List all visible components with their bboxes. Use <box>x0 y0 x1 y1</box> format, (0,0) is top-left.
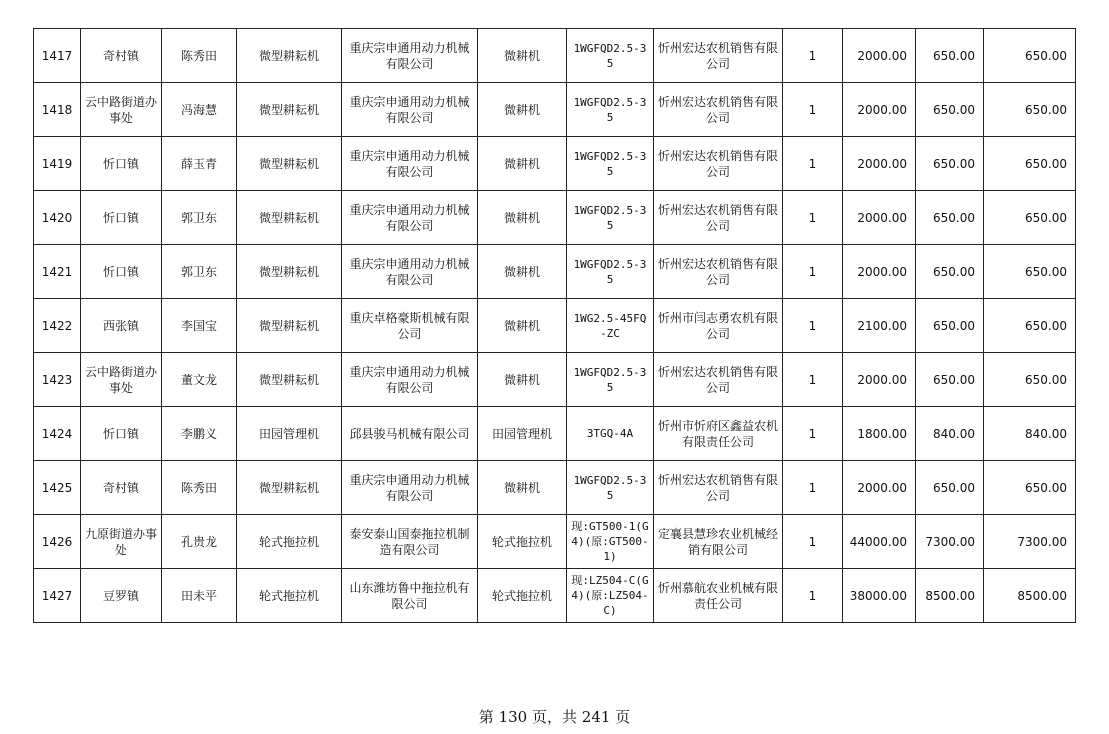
cell-product-name: 田园管理机 <box>478 407 567 461</box>
cell-manufacturer: 重庆宗申通用动力机械有限公司 <box>342 353 478 407</box>
cell-dealer: 定襄县慧珍农业机械经销有限公司 <box>654 515 783 569</box>
cell-manufacturer: 重庆宗申通用动力机械有限公司 <box>342 461 478 515</box>
cell-unit-subsidy: 840.00 <box>916 407 984 461</box>
cell-total-subsidy: 650.00 <box>984 191 1076 245</box>
cell-id: 1424 <box>34 407 81 461</box>
cell-product-name: 微耕机 <box>478 353 567 407</box>
cell-product-name: 轮式拖拉机 <box>478 569 567 623</box>
cell-manufacturer: 重庆宗申通用动力机械有限公司 <box>342 29 478 83</box>
table-row <box>34 353 1076 407</box>
cell-price: 2000.00 <box>843 461 916 515</box>
cell-applicant-name: 孔贵龙 <box>162 515 237 569</box>
cell-town: 西张镇 <box>81 299 162 353</box>
cell-total-subsidy: 7300.00 <box>984 515 1076 569</box>
cell-quantity: 1 <box>783 191 843 245</box>
cell-model: 1WGFQD2.5-35 <box>567 191 654 245</box>
cell-id: 1421 <box>34 245 81 299</box>
cell-model: 1WGFQD2.5-35 <box>567 461 654 515</box>
cell-price: 2000.00 <box>843 353 916 407</box>
cell-price: 2000.00 <box>843 137 916 191</box>
cell-machine-category: 微型耕耘机 <box>237 83 342 137</box>
cell-id: 1427 <box>34 569 81 623</box>
cell-unit-subsidy: 650.00 <box>916 245 984 299</box>
cell-machine-category: 微型耕耘机 <box>237 29 342 83</box>
cell-id: 1417 <box>34 29 81 83</box>
cell-dealer: 忻州宏达农机销售有限公司 <box>654 29 783 83</box>
cell-total-subsidy: 840.00 <box>984 407 1076 461</box>
cell-town: 奇村镇 <box>81 29 162 83</box>
table-row <box>34 83 1076 137</box>
cell-product-name: 微耕机 <box>478 83 567 137</box>
cell-model: 1WGFQD2.5-35 <box>567 137 654 191</box>
cell-town: 忻口镇 <box>81 191 162 245</box>
cell-product-name: 轮式拖拉机 <box>478 515 567 569</box>
cell-unit-subsidy: 650.00 <box>916 137 984 191</box>
cell-applicant-name: 田未平 <box>162 569 237 623</box>
footer-mid: 页，共 <box>531 708 577 726</box>
cell-dealer: 忻州宏达农机销售有限公司 <box>654 137 783 191</box>
cell-product-name: 微耕机 <box>478 29 567 83</box>
cell-price: 2000.00 <box>843 83 916 137</box>
cell-price: 2000.00 <box>843 29 916 83</box>
cell-dealer: 忻州宏达农机销售有限公司 <box>654 83 783 137</box>
cell-machine-category: 微型耕耘机 <box>237 299 342 353</box>
cell-total-subsidy: 8500.00 <box>984 569 1076 623</box>
cell-price: 38000.00 <box>843 569 916 623</box>
cell-price: 44000.00 <box>843 515 916 569</box>
cell-model: 1WGFQD2.5-35 <box>567 245 654 299</box>
cell-price: 2000.00 <box>843 245 916 299</box>
table-row <box>34 245 1076 299</box>
cell-unit-subsidy: 650.00 <box>916 353 984 407</box>
cell-product-name: 微耕机 <box>478 245 567 299</box>
cell-quantity: 1 <box>783 83 843 137</box>
cell-id: 1419 <box>34 137 81 191</box>
cell-manufacturer: 山东潍坊鲁中拖拉机有限公司 <box>342 569 478 623</box>
cell-applicant-name: 陈秀田 <box>162 29 237 83</box>
table-row <box>34 29 1076 83</box>
cell-product-name: 微耕机 <box>478 191 567 245</box>
table-row <box>34 407 1076 461</box>
cell-town: 九原街道办事处 <box>81 515 162 569</box>
cell-town: 忻口镇 <box>81 137 162 191</box>
footer-page-number: 130 <box>498 708 528 726</box>
cell-manufacturer: 泰安泰山国泰拖拉机制造有限公司 <box>342 515 478 569</box>
cell-quantity: 1 <box>783 407 843 461</box>
cell-model: 现:LZ504-C(G4)(原:LZ504-C) <box>567 569 654 623</box>
cell-total-subsidy: 650.00 <box>984 461 1076 515</box>
table-row <box>34 569 1076 623</box>
cell-quantity: 1 <box>783 515 843 569</box>
cell-applicant-name: 李鹏义 <box>162 407 237 461</box>
cell-price: 1800.00 <box>843 407 916 461</box>
cell-id: 1418 <box>34 83 81 137</box>
cell-dealer: 忻州宏达农机销售有限公司 <box>654 353 783 407</box>
cell-id: 1425 <box>34 461 81 515</box>
cell-machine-category: 微型耕耘机 <box>237 245 342 299</box>
cell-town: 云中路街道办事处 <box>81 353 162 407</box>
cell-id: 1422 <box>34 299 81 353</box>
cell-unit-subsidy: 650.00 <box>916 191 984 245</box>
cell-town: 云中路街道办事处 <box>81 83 162 137</box>
cell-town: 豆罗镇 <box>81 569 162 623</box>
cell-price: 2000.00 <box>843 191 916 245</box>
cell-manufacturer: 邱县骏马机械有限公司 <box>342 407 478 461</box>
table-row <box>34 461 1076 515</box>
cell-machine-category: 轮式拖拉机 <box>237 515 342 569</box>
cell-id: 1423 <box>34 353 81 407</box>
footer-total-pages: 241 <box>581 708 611 726</box>
cell-product-name: 微耕机 <box>478 461 567 515</box>
cell-price: 2100.00 <box>843 299 916 353</box>
cell-model: 1WGFQD2.5-35 <box>567 353 654 407</box>
cell-applicant-name: 陈秀田 <box>162 461 237 515</box>
cell-machine-category: 微型耕耘机 <box>237 137 342 191</box>
cell-manufacturer: 重庆宗申通用动力机械有限公司 <box>342 191 478 245</box>
cell-manufacturer: 重庆宗申通用动力机械有限公司 <box>342 83 478 137</box>
cell-quantity: 1 <box>783 461 843 515</box>
cell-model: 1WGFQD2.5-35 <box>567 83 654 137</box>
cell-dealer: 忻州宏达农机销售有限公司 <box>654 461 783 515</box>
cell-town: 奇村镇 <box>81 461 162 515</box>
cell-applicant-name: 冯海慧 <box>162 83 237 137</box>
cell-machine-category: 微型耕耘机 <box>237 353 342 407</box>
table-row <box>34 137 1076 191</box>
cell-model: 1WG2.5-45FQ-ZC <box>567 299 654 353</box>
cell-machine-category: 微型耕耘机 <box>237 191 342 245</box>
cell-applicant-name: 郭卫东 <box>162 245 237 299</box>
cell-id: 1420 <box>34 191 81 245</box>
cell-model: 3TGQ-4A <box>567 407 654 461</box>
cell-applicant-name: 董文龙 <box>162 353 237 407</box>
cell-quantity: 1 <box>783 353 843 407</box>
table-row <box>34 299 1076 353</box>
footer-prefix: 第 <box>478 708 494 726</box>
cell-town: 忻口镇 <box>81 407 162 461</box>
cell-machine-category: 田园管理机 <box>237 407 342 461</box>
cell-quantity: 1 <box>783 245 843 299</box>
cell-unit-subsidy: 650.00 <box>916 29 984 83</box>
cell-manufacturer: 重庆卓格豪斯机械有限公司 <box>342 299 478 353</box>
cell-model: 1WGFQD2.5-35 <box>567 29 654 83</box>
cell-machine-category: 轮式拖拉机 <box>237 569 342 623</box>
cell-total-subsidy: 650.00 <box>984 299 1076 353</box>
table-body <box>34 29 1076 623</box>
cell-total-subsidy: 650.00 <box>984 137 1076 191</box>
cell-model: 现:GT500-1(G4)(原:GT500-1) <box>567 515 654 569</box>
subsidy-table <box>33 28 1076 623</box>
cell-total-subsidy: 650.00 <box>984 353 1076 407</box>
cell-town: 忻口镇 <box>81 245 162 299</box>
cell-unit-subsidy: 7300.00 <box>916 515 984 569</box>
cell-manufacturer: 重庆宗申通用动力机械有限公司 <box>342 137 478 191</box>
cell-dealer: 忻州宏达农机销售有限公司 <box>654 245 783 299</box>
cell-product-name: 微耕机 <box>478 137 567 191</box>
cell-machine-category: 微型耕耘机 <box>237 461 342 515</box>
table-row <box>34 191 1076 245</box>
cell-applicant-name: 李国宝 <box>162 299 237 353</box>
table-row <box>34 515 1076 569</box>
cell-quantity: 1 <box>783 569 843 623</box>
cell-unit-subsidy: 650.00 <box>916 461 984 515</box>
cell-quantity: 1 <box>783 29 843 83</box>
page-footer <box>0 706 1109 727</box>
cell-total-subsidy: 650.00 <box>984 83 1076 137</box>
cell-id: 1426 <box>34 515 81 569</box>
cell-total-subsidy: 650.00 <box>984 29 1076 83</box>
cell-unit-subsidy: 650.00 <box>916 299 984 353</box>
footer-suffix: 页 <box>615 708 631 726</box>
cell-total-subsidy: 650.00 <box>984 245 1076 299</box>
cell-quantity: 1 <box>783 137 843 191</box>
cell-quantity: 1 <box>783 299 843 353</box>
cell-applicant-name: 郭卫东 <box>162 191 237 245</box>
cell-dealer: 忻州宏达农机销售有限公司 <box>654 191 783 245</box>
cell-manufacturer: 重庆宗申通用动力机械有限公司 <box>342 245 478 299</box>
cell-dealer: 忻州市忻府区鑫益农机有限责任公司 <box>654 407 783 461</box>
cell-dealer: 忻州慕航农业机械有限责任公司 <box>654 569 783 623</box>
cell-unit-subsidy: 8500.00 <box>916 569 984 623</box>
cell-unit-subsidy: 650.00 <box>916 83 984 137</box>
cell-product-name: 微耕机 <box>478 299 567 353</box>
cell-applicant-name: 薛玉青 <box>162 137 237 191</box>
cell-dealer: 忻州市闫志勇农机有限公司 <box>654 299 783 353</box>
